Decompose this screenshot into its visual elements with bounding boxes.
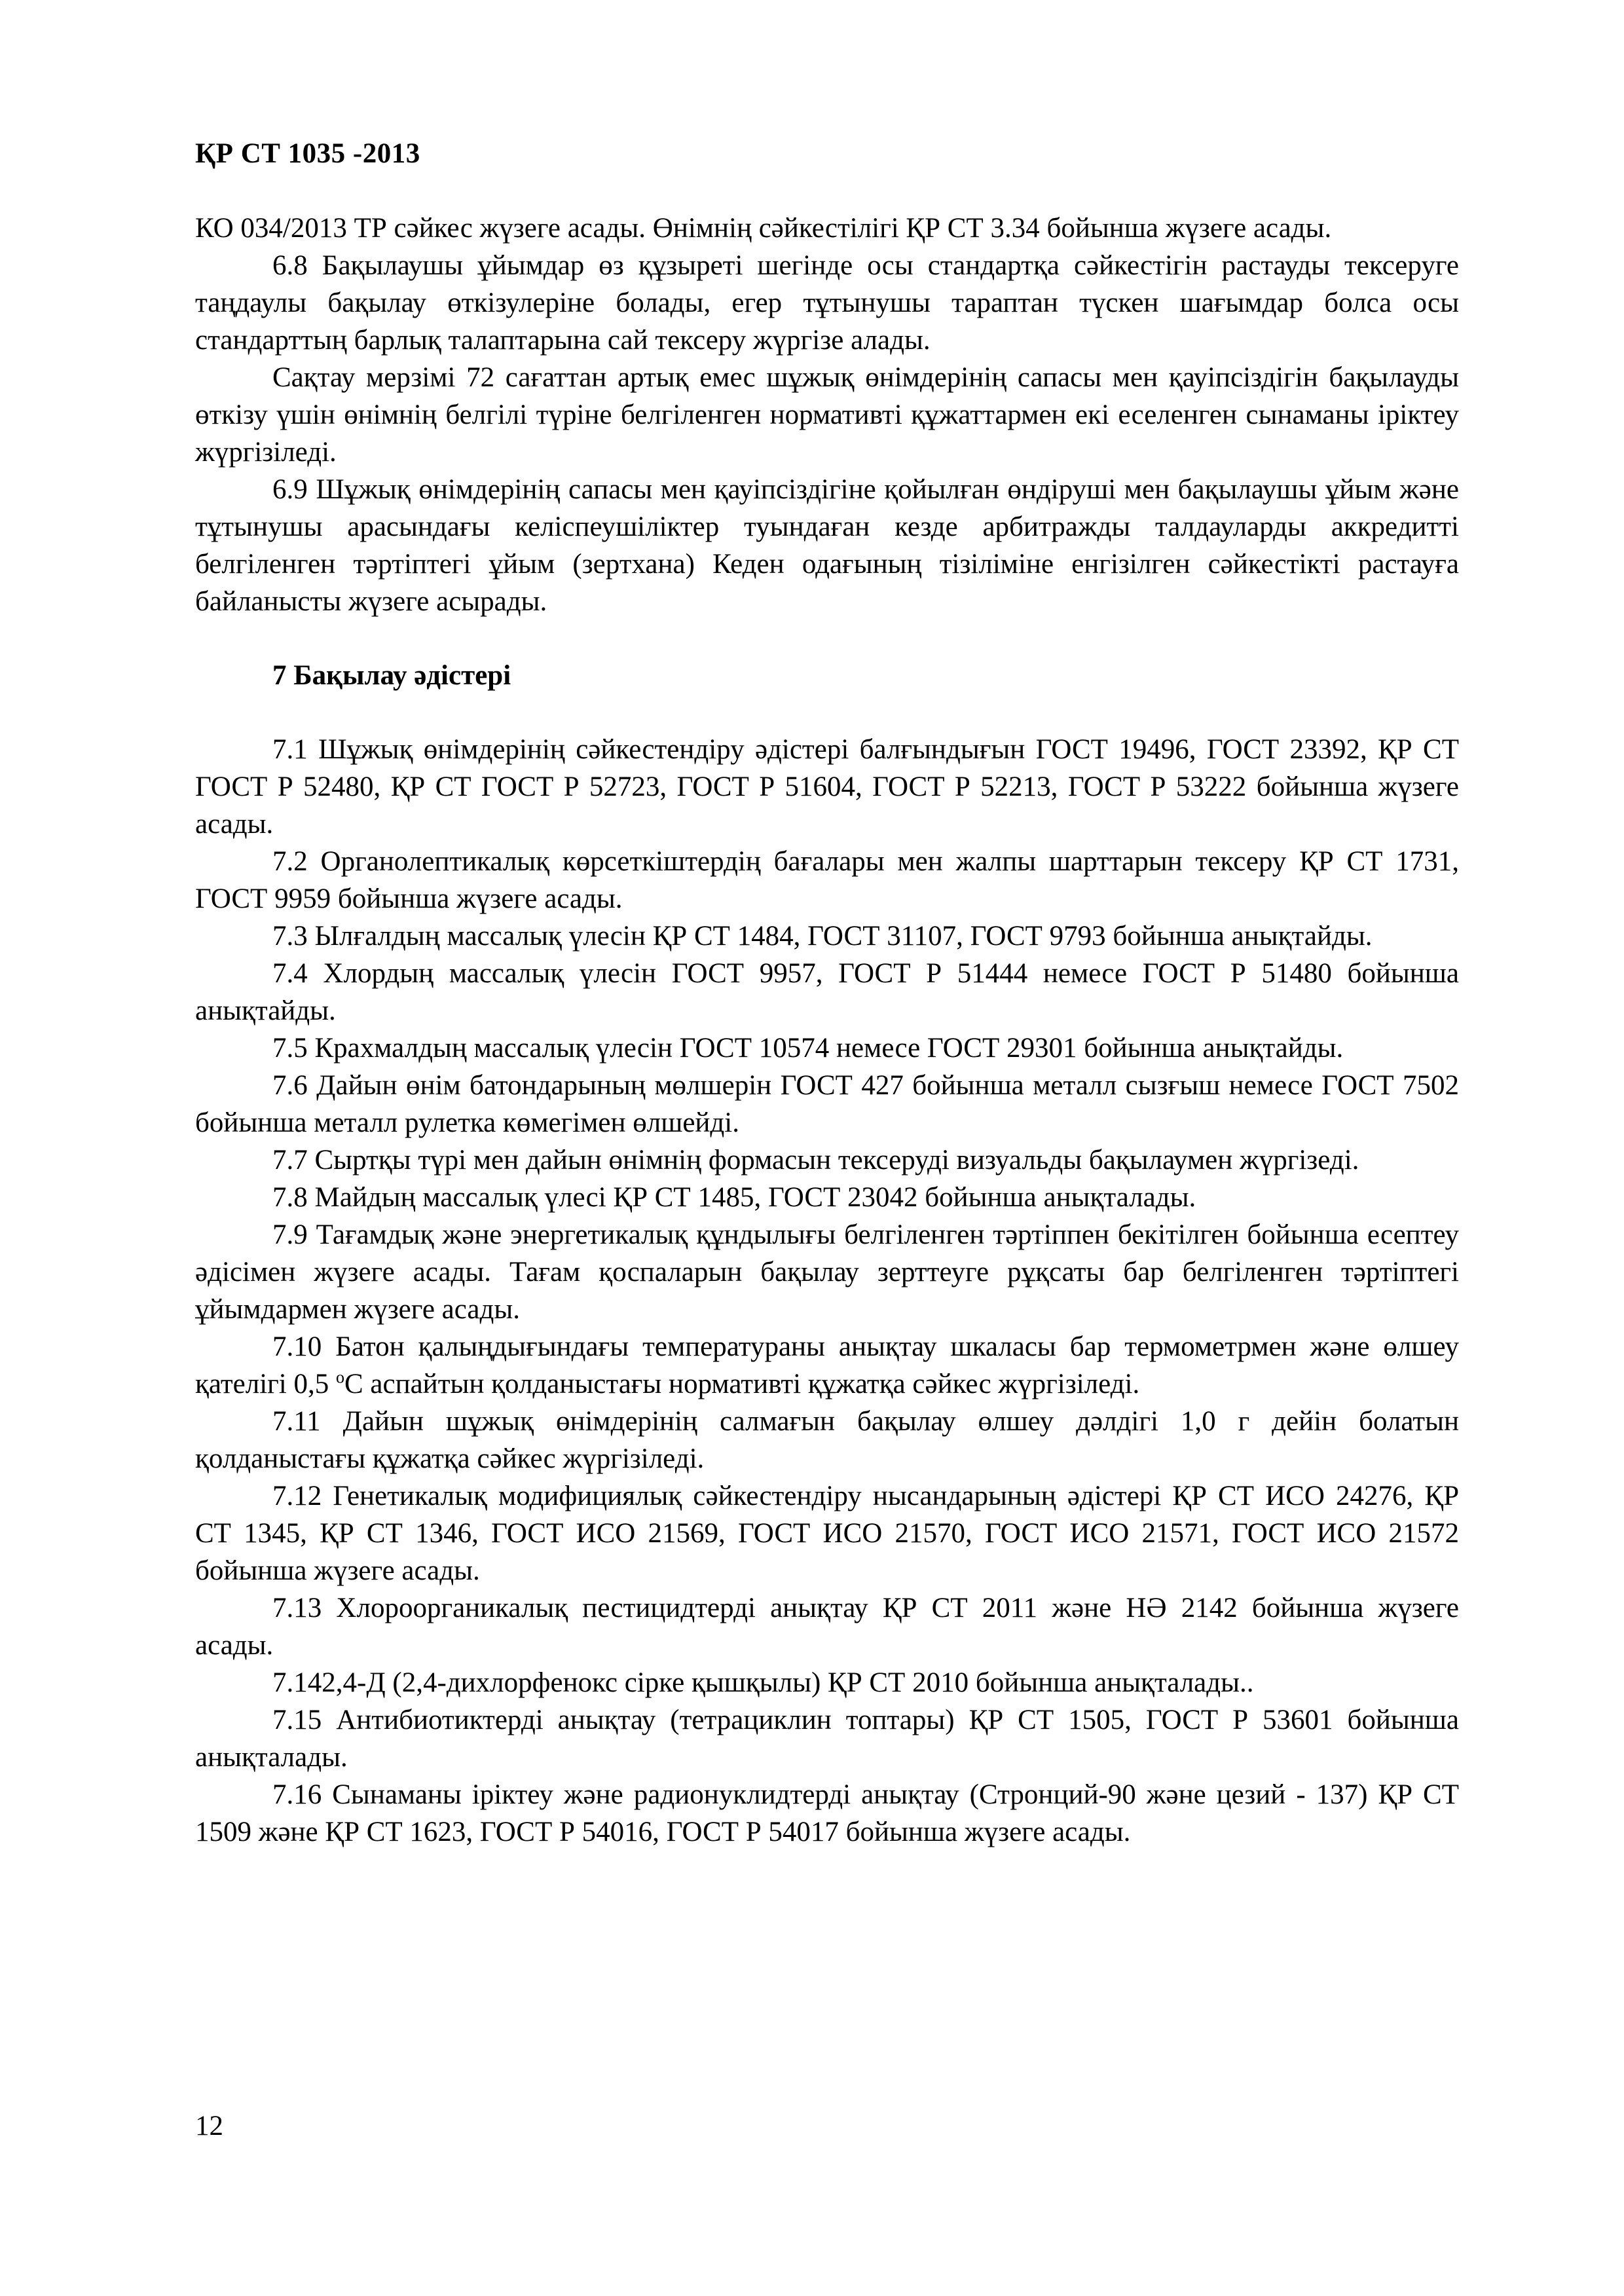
paragraph-7-2: 7.2 Органолептикалық көрсеткіштердің бағалары мен жалпы шарттарын тексеру ҚР СТ 1731, ГОСТ 9959 бойынша жүзеге асады. [195,846,1459,914]
paragraph-7-3: 7.3 Ылғалдың массалық үлесін ҚР СТ 1484, ГОСТ 31107, ГОСТ 9793 бойынша анықтайды. [272,921,1373,952]
degree-superscript: о [335,1367,344,1387]
page-number: 12 [195,2111,223,2141]
paragraph-7-4: 7.4 Хлордың массалық үлесін ГОСТ 9957, ГОСТ Р 51444 немесе ГОСТ Р 51480 бойынша анықтайды. [195,958,1459,1026]
paragraph-7-8: 7.8 Майдың массалық үлесі ҚР СТ 1485, ГОСТ 23042 бойынша анықталады. [272,1182,1196,1213]
paragraph-7-10 [195,1328,1459,1403]
paragraph-7-10-part-b: С аспайтын қолданыстағы нормативті құжатқа сәйкес жүргізіледі. [344,1369,1140,1399]
paragraph-7-16: 7.16 Сынаманы іріктеу және радионуклидтерді анықтау (Стронций-90 және цезий - 137) ҚР СТ 1509 және ҚР СТ 1623, ГОСТ Р 54016, ГОСТ Р 54017 бойынша жүзеге асады. [195,1779,1459,1847]
paragraph-7-14: 7.142,4-Д (2,4-дихлорфенокс сірке қышқылы) ҚР СТ 2010 бойынша анықталады.. [272,1667,1254,1698]
paragraph-7-13: 7.13 Хлороорганикалық пестицидтерді анықтау ҚР СТ 2011 және НӘ 2142 бойынша жүзеге асады. [195,1593,1459,1661]
paragraph-6-8: 6.8 Бақылаушы ұйымдар өз құзыреті шегінде осы стандартқа сәйкестігін растауды тексеруге таңдаулы бақылау өткізулеріне болады, егер тұтынушы тараптан түскен шағымдар болса осы стандарттың барлық талаптарына сай тексеру жүргізе алады. [195,250,1459,356]
document-code-header: ҚР СТ 1035 -2013 [195,138,420,169]
paragraph-7-9: 7.9 Тағамдық және энергетикалық құндылығы белгіленген тәртіппен бекітілген бойынша есептеу әдісімен жүзеге асады. Тағам қоспаларын бақылау зерттеуге рұқсаты бар белгіленген тәртіптегі ұйымдармен жүзеге асады. [195,1219,1459,1325]
paragraph-storage: Сақтау мерзімі 72 сағаттан артық емес шұжық өнімдерінің сапасы мен қауіпсіздігін бақылауды өткізу үшін өнімнің белгілі түріне белгіленген нормативті құжаттармен екі еселенген сынаманы іріктеу жүргізіледі. [195,362,1459,468]
paragraph-7-1: 7.1 Шұжық өнімдерінің сәйкестендіру әдістері балғындығын ГОСТ 19496, ГОСТ 23392, ҚР СТ ГОСТ Р 52480, ҚР СТ ГОСТ Р 52723, ГОСТ Р 51604, ГОСТ Р 52213, ГОСТ Р 53222 бойынша жүзеге асады. [195,734,1459,840]
paragraph-7-5: 7.5 Крахмалдың массалық үлесін ГОСТ 10574 немесе ГОСТ 29301 бойынша анықтайды. [272,1033,1344,1064]
paragraph-7-6: 7.6 Дайын өнім батондарының мөлшерін ГОСТ 427 бойынша металл сызғыш немесе ГОСТ 7502 бойынша металл рулетка көмегімен өлшейді. [195,1070,1459,1138]
paragraph-7-12: 7.12 Генетикалық модифициялық сәйкестендіру нысандарының әдістері ҚР СТ ИСО 24276, ҚР СТ 1345, ҚР СТ 1346, ГОСТ ИСО 21569, ГОСТ ИСО 21570, ГОСТ ИСО 21571, ГОСТ ИСО 21572 бойынша жүзеге асады. [195,1481,1459,1586]
paragraph-7-10-part-a: 7.10 Батон қалыңдығындағы температураны анықтау шкаласы бар термометрмен және өлшеу қателігі 0,5 [195,1331,1459,1399]
paragraph-7-15: 7.15 Антибиотиктерді анықтау (тетрациклин топтары) ҚР СТ 1505, ГОСТ Р 53601 бойынша анықталады. [195,1705,1459,1773]
paragraph-7-11: 7.11 Дайын шұжық өнімдерінің салмағын бақылау өлшеу дәлдігі 1,0 г дейін болатын қолданыстағы құжатқа сәйкес жүргізіледі. [195,1406,1459,1474]
paragraph-continuation: КО 034/2013 ТР сәйкес жүзеге асады. Өнімнің сәйкестілігі ҚР СТ 3.34 бойынша жүзеге асады. [195,213,1332,244]
document-body [195,210,1459,1851]
section-7-title: 7 Бақылау әдістері [272,660,511,691]
paragraph-6-9: 6.9 Шұжық өнімдерінің сапасы мен қауіпсіздігіне қойылған өндіруші мен бақылаушы ұйым және тұтынушы арасындағы келіспеушіліктер туындаған кезде арбитражды талдауларды аккредитті белгіленген тәртіптегі ұйым (зертхана) Кеден одағының тізіліміне енгізілген сәйкестікті растауға байланысты жүзеге асырады. [195,474,1459,617]
paragraph-7-7: 7.7 Сыртқы түрі мен дайын өнімнің формасын тексеруді визуальды бақылаумен жүргізеді. [272,1145,1359,1176]
